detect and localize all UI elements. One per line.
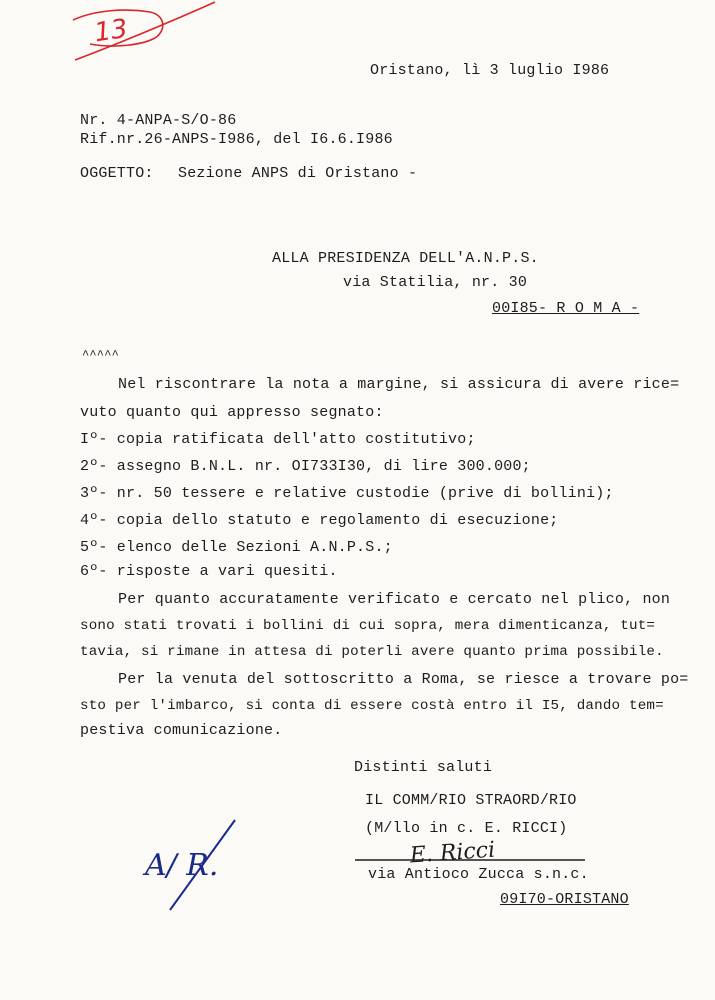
para2-line3: tavia, si rimane in attesa di poterli avere quanto prima possibile.: [80, 644, 664, 660]
recipient-line2: via Statilia, nr. 30: [343, 274, 528, 291]
list-item-4: 4º- copia dello statuto e regolamento di esecuzione;: [80, 512, 559, 529]
recipient-line3: 00I85- R O M A -: [492, 300, 640, 317]
closing-postal: 09I70-ORISTANO: [500, 891, 629, 908]
list-item-3: 3º- nr. 50 tessere e relative custodie (prive di bollini);: [80, 485, 614, 502]
body-intro-line2: vuto quanto qui appresso segnato:: [80, 404, 384, 421]
closing-name: (M/llo in c. E. RICCI): [365, 820, 568, 837]
separator-marks: ^^^^^: [82, 348, 120, 362]
recipient-line1: ALLA PRESIDENZA DELL'A.N.P.S.: [272, 250, 539, 267]
list-item-6: 6º- risposte a vari quesiti.: [80, 563, 338, 580]
reference-line: Rif.nr.26-ANPS-I986, del I6.6.I986: [80, 131, 393, 148]
subject-text: Sezione ANPS di Oristano -: [178, 165, 418, 182]
signature: [355, 830, 595, 875]
signature-text: E. Ricci: [409, 837, 496, 869]
para3-line1: Per la venuta del sottoscritto a Roma, se riesce a trovare po=: [118, 671, 689, 688]
annotation-number: 13: [92, 13, 130, 49]
red-annotation-circle: [55, 0, 225, 70]
handwritten-note-text: A/ R.: [145, 848, 219, 883]
list-item-1: Iº- copia ratificata dell'atto costitutivo;: [80, 431, 476, 448]
list-item-5: 5º- elenco delle Sezioni A.N.P.S.;: [80, 539, 393, 556]
list-item-2: 2º- assegno B.N.L. nr. OI733I30, di lire 300.000;: [80, 458, 531, 475]
para2-line2: sono stati trovati i bollini di cui sopra, mera dimenticanza, tut=: [80, 618, 656, 634]
place-date: Oristano, lì 3 luglio I986: [370, 62, 610, 79]
para3-line2: sto per l'imbarco, si conta di essere costà entro il I5, dando tem=: [80, 698, 664, 714]
closing-address: via Antioco Zucca s.n.c.: [368, 866, 589, 883]
para3-line3: pestiva comunicazione.: [80, 722, 283, 739]
subject-label: OGGETTO:: [80, 165, 154, 182]
handwritten-note: [140, 815, 260, 925]
closing-title: IL COMM/RIO STRAORD/RIO: [365, 792, 577, 809]
body-intro-line1: Nel riscontrare la nota a margine, si assicura di avere rice=: [118, 376, 680, 393]
closing-greeting: Distinti saluti: [354, 759, 493, 776]
protocol-number: Nr. 4-ANPA-S/O-86: [80, 112, 237, 129]
para2-line1: Per quanto accuratamente verificato e cercato nel plico, non: [118, 591, 671, 608]
